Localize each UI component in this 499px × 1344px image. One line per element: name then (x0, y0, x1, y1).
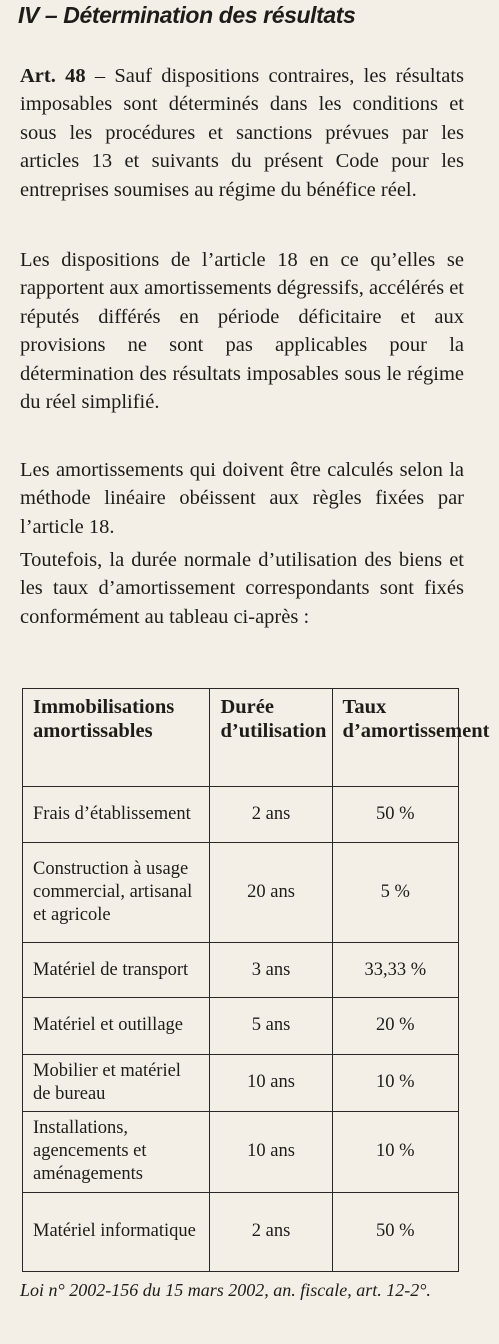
cell-duration: 2 ans (210, 787, 332, 843)
header-taux: Taux d’amortissement (332, 689, 458, 787)
article-label: Art. 48 (20, 65, 86, 87)
table-row (23, 1192, 459, 1271)
cell-asset: Mobilier et matériel de bureau (23, 1054, 210, 1111)
table-row (23, 943, 459, 998)
table-row (23, 1054, 459, 1111)
cell-asset: Frais d’établissement (23, 787, 210, 843)
paragraph-amortissements-degressifs: Les dispositions de l’article 18 en ce qu’elles se rapportent aux amortissements dégressifs, accélérés et réputés différés en période déficitaire et aux provisions ne sont pas applicables pour la détermination des résultats imposables sous le régime du réel simplifié. (20, 249, 464, 414)
amortization-table (22, 688, 490, 1272)
cell-rate: 50 % (332, 787, 458, 843)
paragraph-tableau-intro: Toutefois, la durée normale d’utilisation des biens et les taux d’amortissement correspondants sont fixés conformément au tableau ci-après : (20, 549, 464, 628)
header-immobilisations: Immobilisations amortissables (23, 689, 210, 787)
table-row (23, 842, 459, 942)
cell-asset: Matériel et outillage (23, 998, 210, 1055)
cell-asset: Matériel informatique (23, 1192, 210, 1271)
header-duree: Durée d’utilisation (210, 689, 332, 787)
cell-duration: 5 ans (210, 998, 332, 1055)
cell-duration: 10 ans (210, 1054, 332, 1111)
cell-rate: 5 % (332, 842, 458, 942)
cell-duration: 2 ans (210, 1192, 332, 1271)
footnote: Loi n° 2002-156 du 15 mars 2002, an. fiscale, art. 12-2°. (20, 1280, 431, 1300)
cell-asset: Construction à usage commercial, artisanal et agricole (23, 842, 210, 942)
cell-duration: 10 ans (210, 1111, 332, 1192)
table-row (23, 998, 459, 1055)
cell-duration: 20 ans (210, 842, 332, 942)
table-row (23, 787, 459, 843)
article-intro: – Sauf dispositions contraires, les résultats imposables sont déterminés dans les conditions et sous les procédures et sanctions prévues par les articles 13 et suivants du présent Code pour les entreprises soumises au régime du bénéfice réel. (20, 65, 465, 201)
table-row (23, 1111, 459, 1192)
paragraph-methode-lineaire: Les amortissements qui doivent être calculés selon la méthode linéaire obéissent aux règles fixées par l’article 18. (20, 459, 464, 538)
article-paragraph (20, 62, 464, 204)
cell-asset: Matériel de transport (23, 943, 210, 998)
cell-rate: 20 % (332, 998, 458, 1055)
cell-rate: 33,33 % (332, 943, 458, 998)
cell-duration: 3 ans (210, 943, 332, 998)
cell-asset: Installations, agencements et aménagements (23, 1111, 210, 1192)
section-title: IV – Détermination des résultats (18, 2, 356, 28)
cell-rate: 10 % (332, 1054, 458, 1111)
cell-rate: 50 % (332, 1192, 458, 1271)
cell-rate: 10 % (332, 1111, 458, 1192)
table-header-row (23, 689, 459, 787)
